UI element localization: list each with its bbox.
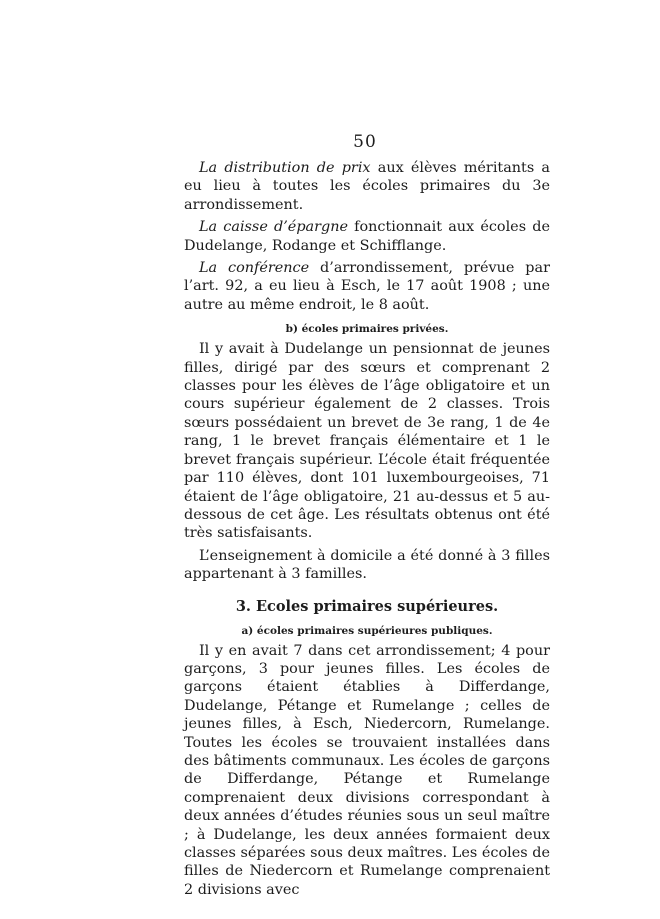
paragraph-text: Il y avait à Dudelange un pensionnat de jeunes filles, dirigé par des sœurs et comprenant 2 classes pour les élèves de l’âge obligatoire et un cours supérieur également de 2 classes. Trois sœurs possédaient un brevet de 3e rang, 1 de 4e rang, 1 le brevet français élémentaire et 1 le brevet français supérieur. L’école était fréquentée par 110 élèves, dont 101 luxembourgeoises, 71 étaient de l’âge obligatoire, 21 au-dessus et 5 au-dessous de cet âge. Les résultats obtenus ont été très satisfaisants. (184, 341, 550, 542)
page-body (184, 159, 550, 903)
paragraph-lead: La caisse d’épargne (199, 219, 348, 236)
paragraph-lead: La conférence (199, 260, 310, 277)
subheading-ecoles-privees: b) écoles primaires privées. (285, 323, 449, 336)
paragraph-distribution-de-prix (184, 159, 550, 214)
paragraph-text: Il y en avait 7 dans cet arrondissement; 4 pour garçons, 3 pour jeunes filles. Les écoles de garçons étaient établies à Differdange, Dudelange, Pétange et Rumelange ; celles de jeunes filles, à Esch, Niedercorn, Rumelange. Toutes les écoles se trouvaient installées dans des bâtiments communaux. Les écoles de garçons de Differdange, Pétange et Rumelange comprenaient deux divisions correspondant à deux années d’études réunies sous un seul maître ; à Dudelange, les deux années formaient deux classes séparées sous deux maîtres. Les écoles de filles de Niedercorn et Rumelange comprenaient 2 divisions avec (184, 642, 550, 898)
paragraph-conference (184, 259, 550, 314)
paragraph-text: L’enseignement à domicile a été donné à 3 filles appartenant à 3 familles. (184, 547, 550, 583)
paragraph-text: fonctionnait aux écoles de Dudelange, Rodange et Schifflange. (184, 219, 550, 254)
paragraph-text: aux élèves méritants a eu lieu à toutes les écoles primaires du 3e arrondissement. (184, 160, 550, 213)
paragraph-enseignement-domicile (184, 547, 550, 584)
paragraph-lead: La distribution de prix (199, 160, 371, 176)
paragraph-pensionnat (184, 340, 550, 542)
section-heading-ecoles-superieures: 3. Ecoles primaires supérieures. (235, 597, 499, 615)
page-number: 50 (353, 132, 377, 152)
paragraph-caisse-epargne (184, 218, 550, 255)
paragraph-ecoles-superieures (184, 642, 550, 900)
paragraph-text: d’arrondissement, prévue par l’art. 92, a eu lieu à Esch, le 17 août 1908 ; une autre au même endroit, le 8 août. (184, 260, 550, 313)
subheading-ecoles-superieures-publiques: a) écoles primaires supérieures publiques. (241, 624, 493, 637)
